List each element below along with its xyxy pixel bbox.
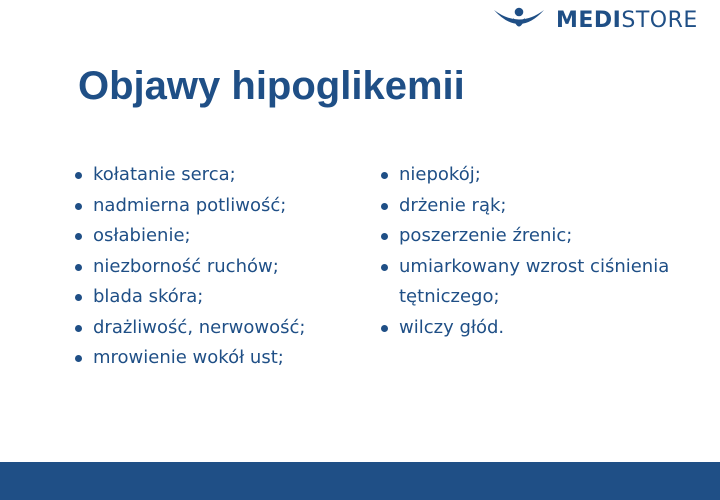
list-item	[74, 221, 364, 252]
page-title: Objawy hipoglikemii	[78, 64, 465, 108]
brand-name-light: STORE	[621, 8, 698, 33]
bullet-dot-icon	[75, 355, 82, 362]
medistore-logo[interactable]	[492, 2, 702, 40]
list-item-text: niezborność ruchów;	[93, 255, 279, 277]
list-item	[380, 160, 715, 191]
bullet-dot-icon	[75, 172, 82, 179]
bullet-dot-icon	[381, 203, 388, 210]
brand-name-bold: MEDI	[556, 8, 622, 33]
footer-bar	[0, 462, 720, 500]
list-item	[74, 252, 364, 283]
list-item-text: nadmierna potliwość;	[93, 194, 287, 216]
bullet-dot-icon	[381, 172, 388, 179]
list-item	[74, 343, 364, 374]
list-item-text: drżenie rąk;	[399, 194, 507, 216]
list-item-text: niepokój;	[399, 164, 481, 185]
list-item	[380, 252, 715, 313]
list-item	[74, 160, 364, 191]
bullet-dot-icon	[381, 264, 388, 271]
list-item-text: blada skóra;	[93, 286, 204, 307]
list-item	[74, 191, 364, 222]
bullet-dot-icon	[75, 264, 82, 271]
symptom-list-left	[74, 160, 364, 374]
list-item	[74, 282, 364, 313]
list-item-text: poszerzenie źrenic;	[399, 225, 573, 246]
list-item-text: osłabienie;	[93, 225, 191, 246]
bullet-dot-icon	[75, 294, 82, 301]
medistore-person-arc-icon	[492, 2, 546, 40]
brand-name	[556, 10, 698, 32]
list-item-text: wilczy głód.	[399, 316, 505, 338]
list-item	[380, 221, 715, 252]
list-item	[74, 313, 364, 344]
list-item-text: drażliwość, nerwowość;	[93, 316, 306, 338]
list-item	[380, 191, 715, 222]
bullet-dot-icon	[381, 233, 388, 240]
list-item-text: kołatanie serca;	[93, 164, 236, 185]
bullet-dot-icon	[75, 203, 82, 210]
list-item	[380, 313, 715, 344]
symptom-list-right	[380, 160, 715, 343]
bullet-dot-icon	[75, 233, 82, 240]
bullet-dot-icon	[75, 325, 82, 332]
list-item-text: umiarkowany wzrost ciśnienia tętniczego;	[399, 255, 670, 307]
bullet-dot-icon	[381, 325, 388, 332]
list-item-text: mrowienie wokół ust;	[93, 347, 284, 368]
